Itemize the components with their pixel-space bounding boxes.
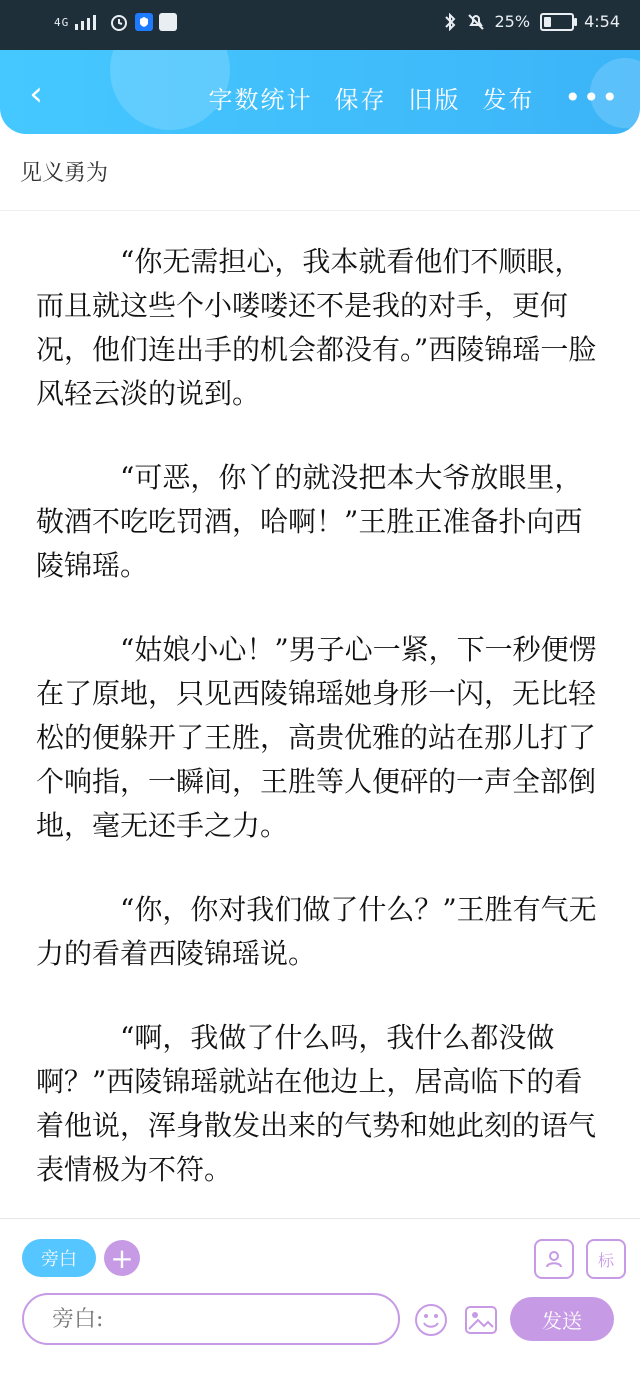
person-card-icon [543,1248,565,1270]
chapter-content[interactable] [36,240,606,1232]
battery-icon [540,13,574,31]
add-role-button[interactable] [104,1240,140,1276]
paragraph: “啊，我做了什么吗，我什么都没做啊？”西陵锦瑶就站在他边上，居高临下的看着他说，浑身散发出来的气势和她此刻的语气表情极为不符。 [36,1021,597,1186]
role-selector-button[interactable]: 旁白 [22,1239,96,1277]
title-divider [0,210,640,211]
back-button[interactable] [18,76,54,112]
editor-toolbar [0,50,640,134]
paragraph: “你无需担心，我本就看他们不顺眼，而且就这些个小喽喽还不是我的对手，更何况，他们连出手的机会都没有。”西陵锦瑶一脸风轻云淡的说到。 [36,245,597,410]
battery-percent: 25% [494,12,531,31]
bluetooth-icon [443,13,457,31]
image-icon [463,1302,499,1338]
emoji-icon [413,1302,449,1338]
mute-bell-icon [467,13,485,31]
emoji-button[interactable] [412,1301,450,1339]
word-count-button[interactable]: 字数统计 [208,86,313,114]
status-time: 4:54 [584,12,620,31]
more-icon[interactable]: ••• [564,81,620,114]
image-button[interactable] [462,1301,500,1339]
status-left [54,12,177,32]
network-indicator: 4G [54,15,70,29]
signal-icon [75,14,103,30]
mark-button[interactable] [586,1239,626,1279]
send-button[interactable]: 发送 [510,1297,614,1341]
old-version-button[interactable]: 旧版 [408,86,461,114]
composer [0,1218,640,1388]
alarm-icon [109,12,129,32]
status-bar [0,0,640,50]
plus-icon: + [110,1241,134,1275]
sd-card-icon [159,13,177,31]
mark-icon: 标 [597,1250,614,1270]
paragraph: “姑娘小心！”男子心一紧，下一秒便愣在了原地，只见西陵锦瑶她身形一闪，无比轻松的便躲开了王胜，高贵优雅的站在那儿打了个响指，一瞬间，王胜等人便砰的一声全部倒地，毫无还手之力。 [36,633,597,842]
chevron-left-icon: ‹ [29,74,43,114]
paragraph: “你，你对我们做了什么？”王胜有气无力的看着西陵锦瑶说。 [36,893,597,970]
toolbar-actions [208,80,620,115]
status-right [443,12,621,31]
message-input[interactable] [22,1293,400,1345]
publish-button[interactable]: 发布 [482,86,535,114]
chapter-title: 见义勇为 [20,161,109,186]
save-button[interactable]: 保存 [334,86,387,114]
paragraph: “可恶，你丫的就没把本大爷放眼里，敬酒不吃吃罚酒，哈啊！”王胜正准备扑向西陵锦瑶。 [36,461,583,582]
shield-app-icon [135,13,153,31]
message-field[interactable] [50,1306,398,1333]
character-button[interactable] [534,1239,574,1279]
